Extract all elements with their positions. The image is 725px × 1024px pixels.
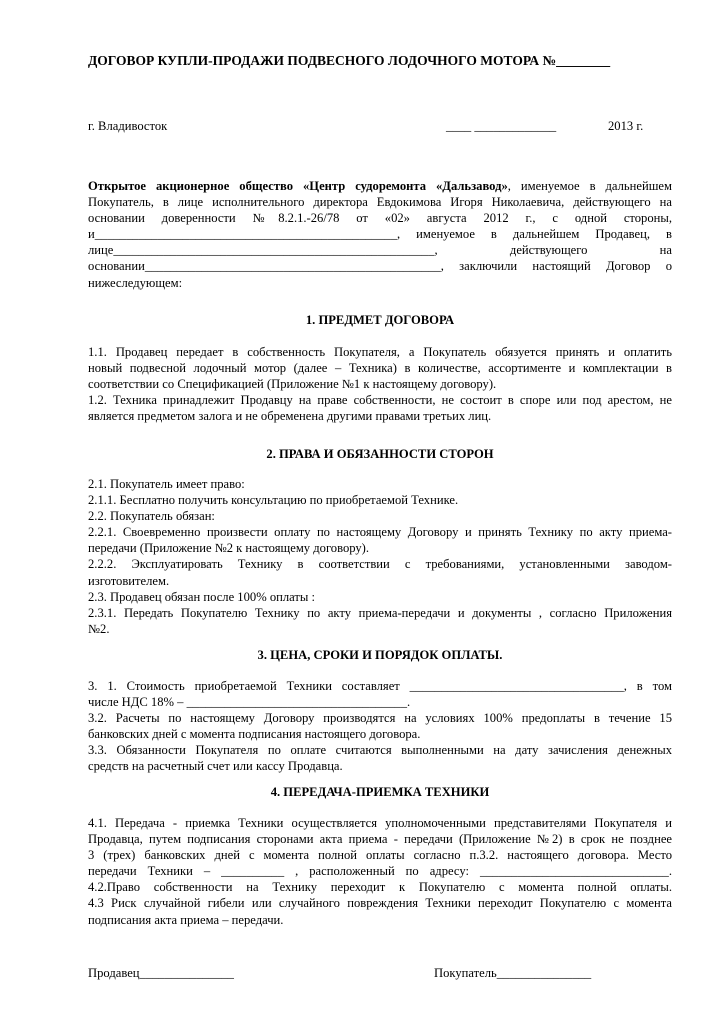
company-name: Открытое акционерное общество «Центр судоремонта «Дальзавод» (88, 179, 508, 193)
clause-line: 4.1. Передача - приемка Техники осуществляется уполномоченными представителями Покупателя и (88, 816, 672, 830)
clause-line: 2.1.1. Бесплатно получить консультацию по приобретаемой Технике. (88, 493, 459, 508)
clause-line: подписания акта приема – передачи. (88, 912, 284, 927)
clause-line: соответствии со Спецификацией (Приложение №1 к настоящему договору). (88, 377, 497, 392)
clause-line: Продавца, путем подписания сторонами акта приема - передачи (Приложение №2) в срок не позднее (88, 832, 672, 847)
clause-line: средств на расчетный счет или кассу Продавца. (88, 759, 343, 774)
clause-line: 3. 1. Стоимость приобретаемой Техники составляет __________________________________, в том (88, 679, 672, 693)
clause-line: 2.1. Покупатель имеет право: (88, 477, 245, 491)
section-1-heading: 1. ПРЕДМЕТ ДОГОВОРА (305, 313, 455, 327)
preamble-line: лице___________________________________________________, действующего на (88, 243, 672, 258)
section-2-heading: 2. ПРАВА И ОБЯЗАННОСТИ СТОРОН (266, 447, 494, 461)
buyer-signature: Покупатель_______________ (434, 966, 592, 980)
preamble-line: нижеследующем: (88, 275, 183, 290)
clause-line: передачи (Приложение №2 к настоящему договору). (88, 541, 370, 556)
section-2-body (88, 476, 672, 637)
section-3-heading: 3. ЦЕНА, СРОКИ И ПОРЯДОК ОПЛАТЫ. (257, 648, 503, 662)
preamble-line: основании доверенности №8.2.1.-26/78 от «02» августа 2012 г., с одной стороны, (88, 211, 672, 226)
clause-line: №2. (88, 621, 110, 636)
clause-line: 4.2.Право собственности на Технику переходит к Покупателю с момента полной оплаты. (88, 880, 672, 895)
date-blank: ____ _____________ (446, 119, 557, 133)
clause-line: 2.2.2. Эксплуатировать Технику в соответствии с требованиями, установленными заводом- (88, 557, 672, 572)
clause-line: банковских дней с момента подписания настоящего договора. (88, 727, 421, 742)
seller-signature: Продавец_______________ (88, 966, 234, 980)
section-1-body (88, 344, 672, 424)
preamble-line: основании_______________________________________________, заключили настоящий Договор о (88, 259, 672, 274)
clause-line: передачи Техники – __________ , расположенный по адресу: ______________________________. (88, 864, 672, 879)
clause-line: новый подвесной лодочный мотор (далее – Техника) в количестве, ассортименте и комплектации в (88, 361, 672, 376)
clause-line: 4.3 Риск случайной гибели или случайного повреждения Техники переходит Покупателю с момента (88, 896, 672, 911)
clause-line: 3.3. Обязанности Покупателя по оплате считаются выполненными на дату зачисления денежных (88, 743, 672, 758)
clause-line: 1.1. Продавец передает в собственность Покупателя, а Покупатель обязуется принять и оплатить (88, 345, 672, 359)
preamble (88, 178, 672, 291)
section-3-body (88, 678, 672, 775)
clause-line: 3 (трех) банковских дней с момента полной оплаты согласно п.3.2. настоящего договора. Место (88, 848, 672, 863)
section-4-body (88, 815, 672, 928)
clause-line: числе НДС 18% – ___________________________________. (88, 695, 411, 710)
clause-line: 3.2. Расчеты по настоящему Договору производятся на условиях 100% предоплаты в течение 15 (88, 711, 672, 726)
preamble-line: Покупатель, в лице исполнительного директора Евдокимова Игоря Николаевича, действующего на (88, 195, 672, 210)
section-4-heading: 4. ПЕРЕДАЧА-ПРИЕМКА ТЕХНИКИ (270, 785, 490, 799)
document-title: ДОГОВОР КУПЛИ-ПРОДАЖИ ПОДВЕСНОГО ЛОДОЧНОГО МОТОРА №________ (88, 53, 611, 68)
clause-line: 2.2.1. Своевременно произвести оплату по настоящему Договору и принять Технику по акту приема- (88, 525, 672, 540)
year: 2013 г. (608, 119, 644, 133)
clause-line: 2.2. Покупатель обязан: (88, 509, 215, 524)
clause-line: 2.3.1. Передать Покупателю Технику по акту приема-передачи и документы , согласно Приложения (88, 605, 672, 620)
city: г. Владивосток (88, 119, 168, 133)
clause-line: изготовителем. (88, 573, 170, 588)
clause-line: 2.3. Продавец обязан после 100% оплаты : (88, 589, 316, 604)
preamble-line: Открытое акционерное общество «Центр судоремонта «Дальзавод», именуемое в дальнейшем (88, 179, 672, 193)
clause-line: 1.2. Техника принадлежит Продавцу на праве собственности, не состоит в споре или под арестом, не (88, 393, 672, 408)
clause-line: является предметом залога и не обременена другими правами третьих лиц. (88, 409, 492, 424)
preamble-line: и________________________________________________, именуемое в дальнейшем Продавец, в (88, 227, 672, 242)
